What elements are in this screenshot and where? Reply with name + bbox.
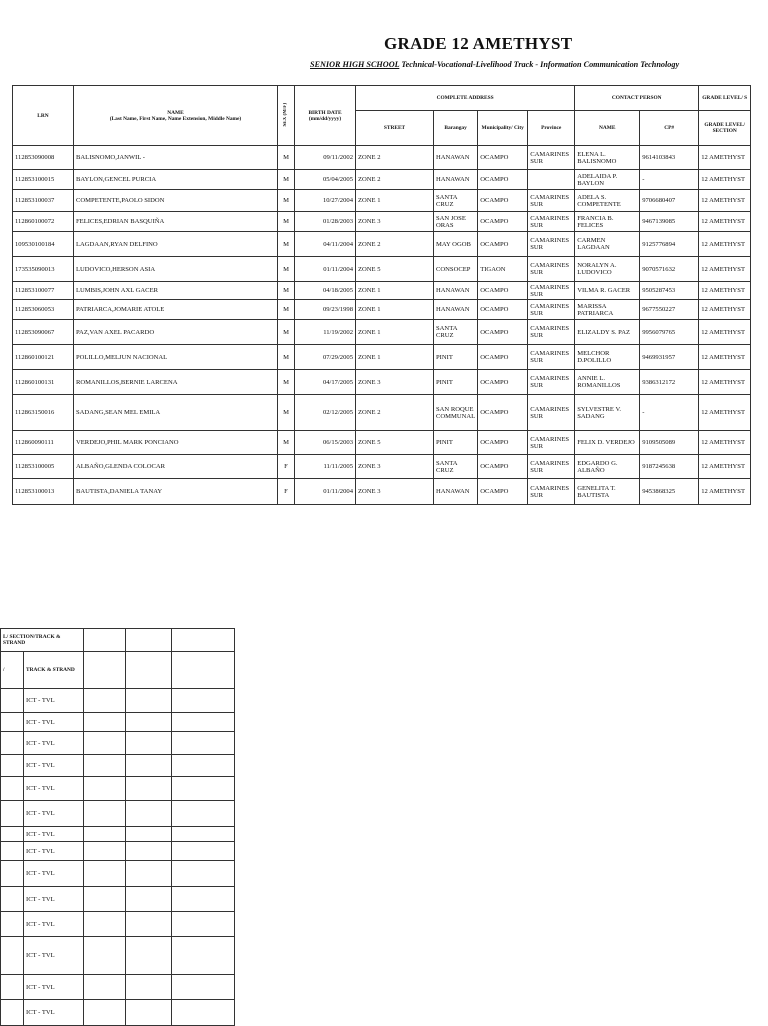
- cell-lrn: 112853100077: [13, 282, 74, 300]
- cell-street: ZONE 1: [356, 282, 434, 300]
- cell-birth: 05/04/2005: [295, 170, 356, 190]
- cell-empty: [172, 777, 235, 801]
- cell-lrn: 112853100037: [13, 190, 74, 212]
- cell-province: CAMARINES SUR: [528, 146, 575, 170]
- cell-empty: [126, 777, 172, 801]
- cell-empty: [1, 937, 24, 975]
- table-row: [13, 282, 751, 300]
- cell-birth: 06/15/2003: [295, 431, 356, 455]
- table-row: [1, 842, 235, 861]
- cell-province: CAMARINES SUR: [528, 455, 575, 479]
- cell-track: ICT - TVL: [24, 1000, 84, 1026]
- cell-lrn: 112853090008: [13, 146, 74, 170]
- cell-cp: 9677550227: [640, 300, 699, 320]
- cell-empty: [126, 1000, 172, 1026]
- cell-sex: F: [278, 455, 295, 479]
- table-row: [1, 1000, 235, 1026]
- cell-track: ICT - TVL: [24, 887, 84, 912]
- cell-cp: 9469931957: [640, 345, 699, 370]
- cell-empty: [126, 887, 172, 912]
- cell-province: CAMARINES SUR: [528, 370, 575, 395]
- lrn-header: LRN: [13, 86, 74, 146]
- cell-empty: [126, 713, 172, 732]
- cell-grade: 12 AMETHYST: [699, 146, 751, 170]
- name-header: NAME (Last Name, First Name, Name Extension, Middle Name): [74, 86, 278, 146]
- table-row: [1, 777, 235, 801]
- table-row: [13, 212, 751, 232]
- cp-header: CP#: [640, 111, 699, 146]
- cell-cp: 9706680407: [640, 190, 699, 212]
- cell-name: ROMANILLOS,BERNIE LARCENA: [74, 370, 278, 395]
- cell-birth: 04/18/2005: [295, 282, 356, 300]
- cell-grade: 12 AMETHYST: [699, 431, 751, 455]
- cell-sex: F: [278, 479, 295, 505]
- cell-province: CAMARINES SUR: [528, 257, 575, 282]
- table-row: [1, 732, 235, 755]
- cell-empty: [84, 777, 126, 801]
- cell-empty: [1, 827, 24, 842]
- cell-cp: -: [640, 170, 699, 190]
- cell-sex: M: [278, 146, 295, 170]
- cell-track: ICT - TVL: [24, 861, 84, 887]
- cell-street: ZONE 2: [356, 232, 434, 257]
- cell-name: COMPETENTE,PAOLO SIDON: [74, 190, 278, 212]
- cell-empty: [84, 887, 126, 912]
- cell-province: CAMARINES SUR: [528, 212, 575, 232]
- cell-grade: 12 AMETHYST: [699, 370, 751, 395]
- cell-empty: [84, 713, 126, 732]
- cell-sex: M: [278, 282, 295, 300]
- table-row: [13, 431, 751, 455]
- cell-empty: [126, 755, 172, 777]
- cell-sex: M: [278, 190, 295, 212]
- cell-empty: [84, 975, 126, 1000]
- cell-track: ICT - TVL: [24, 732, 84, 755]
- cell-empty: [1, 1000, 24, 1026]
- cell-empty: [84, 1000, 126, 1026]
- cell-street: ZONE 3: [356, 370, 434, 395]
- cell-name: BAYLON,GENCEL PURCIA: [74, 170, 278, 190]
- cell-name: BALISNOMO,JANWIL -: [74, 146, 278, 170]
- cell-empty: [1, 975, 24, 1000]
- cell-empty: [84, 689, 126, 713]
- table-row: [13, 320, 751, 345]
- cell-contact: FRANCIA B. FELICES: [575, 212, 640, 232]
- contact-person-header: CONTACT PERSON: [575, 86, 699, 111]
- barangay-header: Barangay: [434, 111, 478, 146]
- cell-name: POLILLO,MELJUN NACIONAL: [74, 345, 278, 370]
- cell-municipality: TIGAON: [478, 257, 528, 282]
- cell-empty: [1, 732, 24, 755]
- cell-empty: [126, 861, 172, 887]
- cell-track: ICT - TVL: [24, 689, 84, 713]
- table-row: [1, 801, 235, 827]
- cell-grade: 12 AMETHYST: [699, 170, 751, 190]
- table-row: [1, 755, 235, 777]
- cell-barangay: PINIT: [434, 345, 478, 370]
- cell-grade: 12 AMETHYST: [699, 300, 751, 320]
- cell-cp: 9956079765: [640, 320, 699, 345]
- cell-municipality: OCAMPO: [478, 170, 528, 190]
- cell-empty: [84, 755, 126, 777]
- cell-cp: 9125776894: [640, 232, 699, 257]
- cell-sex: M: [278, 395, 295, 431]
- cell-sex: M: [278, 431, 295, 455]
- cell-empty: [172, 732, 235, 755]
- cell-municipality: OCAMPO: [478, 282, 528, 300]
- table-row: [13, 370, 751, 395]
- cell-street: ZONE 1: [356, 345, 434, 370]
- cell-name: LAGDAAN,RYAN DELFINO: [74, 232, 278, 257]
- cell-birth: 01/28/2003: [295, 212, 356, 232]
- cell-birth: 11/11/2005: [295, 455, 356, 479]
- table-row: [13, 300, 751, 320]
- cell-lrn: 112853100005: [13, 455, 74, 479]
- cell-empty: [126, 975, 172, 1000]
- cell-empty: [84, 912, 126, 937]
- cell-cp: 9386312172: [640, 370, 699, 395]
- table-row: [13, 345, 751, 370]
- cell-barangay: SAN JOSE ORAS: [434, 212, 478, 232]
- cell-empty: [126, 842, 172, 861]
- cell-contact: ADELAIDA P. BAYLON: [575, 170, 640, 190]
- cell-sex: M: [278, 345, 295, 370]
- cell-lrn: 112853060053: [13, 300, 74, 320]
- table-row: [13, 257, 751, 282]
- cell-barangay: SANTA CRUZ: [434, 320, 478, 345]
- cell-name: LUDOVICO,HERSON ASIA: [74, 257, 278, 282]
- track-strand-table: [0, 628, 235, 1026]
- cell-empty: [172, 755, 235, 777]
- cell-sex: M: [278, 212, 295, 232]
- cell-barangay: SANTA CRUZ: [434, 455, 478, 479]
- subtitle-school: SENIOR HIGH SCHOOL: [310, 60, 400, 69]
- cell-province: [528, 170, 575, 190]
- cell-birth: 01/11/2004: [295, 479, 356, 505]
- cell-municipality: OCAMPO: [478, 395, 528, 431]
- cell-barangay: HANAWAN: [434, 479, 478, 505]
- table-row: [1, 713, 235, 732]
- table-row: [13, 479, 751, 505]
- cell-street: ZONE 1: [356, 320, 434, 345]
- cell-lrn: 112853100015: [13, 170, 74, 190]
- cell-empty: [172, 827, 235, 842]
- table-row: [13, 232, 751, 257]
- cell-contact: GENELITA T. BAUTISTA: [575, 479, 640, 505]
- cell-street: ZONE 2: [356, 395, 434, 431]
- cell-track: ICT - TVL: [24, 827, 84, 842]
- cell-birth: 02/12/2005: [295, 395, 356, 431]
- cell-province: CAMARINES SUR: [528, 345, 575, 370]
- cell-grade: 12 AMETHYST: [699, 190, 751, 212]
- cell-contact: NORALYN A. LUDOVICO: [575, 257, 640, 282]
- subtitle-track: Technical-Vocational-Livelihood Track - Information Communication Technology: [399, 60, 680, 69]
- cell-sex: M: [278, 170, 295, 190]
- cell-lrn: 109530100184: [13, 232, 74, 257]
- cell-empty: [1, 689, 24, 713]
- cell-lrn: 112860100131: [13, 370, 74, 395]
- cell-birth: 09/11/2002: [295, 146, 356, 170]
- cell-street: ZONE 5: [356, 257, 434, 282]
- cell-contact: MARISSA PATRIARCA: [575, 300, 640, 320]
- cell-empty: [172, 713, 235, 732]
- cell-name: BAUTISTA,DANIELA TANAY: [74, 479, 278, 505]
- table-row: [1, 912, 235, 937]
- grade-section-header: GRADE LEVEL/ SECTION: [699, 111, 751, 146]
- cell-municipality: OCAMPO: [478, 146, 528, 170]
- cell-track: ICT - TVL: [24, 842, 84, 861]
- cell-municipality: OCAMPO: [478, 232, 528, 257]
- cell-lrn: 112860100072: [13, 212, 74, 232]
- table-row: [13, 395, 751, 431]
- cell-grade: 12 AMETHYST: [699, 345, 751, 370]
- cell-cp: 9187245638: [640, 455, 699, 479]
- cell-empty: [126, 912, 172, 937]
- cell-empty: [172, 1000, 235, 1026]
- municipality-header: Municipality/ City: [478, 111, 528, 146]
- sex-header: SEX (M/F): [278, 86, 295, 146]
- cell-sex: M: [278, 320, 295, 345]
- lower-header-top: L/ SECTION/TRACK & STRAND: [1, 629, 84, 652]
- cell-contact: ELENA L. BALISNOMO: [575, 146, 640, 170]
- cell-lrn: 112863150016: [13, 395, 74, 431]
- cell-sex: M: [278, 232, 295, 257]
- cell-empty: [172, 801, 235, 827]
- cell-contact: FELIX D. VERDEJO: [575, 431, 640, 455]
- cell-empty: [172, 887, 235, 912]
- page-subtitle: [310, 60, 679, 69]
- cell-grade: 12 AMETHYST: [699, 479, 751, 505]
- cell-grade: 12 AMETHYST: [699, 282, 751, 300]
- cell-birth: 09/23/1998: [295, 300, 356, 320]
- cell-grade: 12 AMETHYST: [699, 232, 751, 257]
- cell-birth: 01/11/2004: [295, 257, 356, 282]
- cell-empty: [126, 937, 172, 975]
- cell-empty: [1, 801, 24, 827]
- cell-contact: SYLVESTRE V. SADANG: [575, 395, 640, 431]
- cell-name: PAZ,VAN AXEL PACARDO: [74, 320, 278, 345]
- cell-barangay: HANAWAN: [434, 300, 478, 320]
- cell-empty: [126, 732, 172, 755]
- cell-name: LUMBIS,JOHN AXL GACER: [74, 282, 278, 300]
- table-row: [1, 861, 235, 887]
- cell-name: SADANG,SEAN MEL EMILA: [74, 395, 278, 431]
- cell-province: CAMARINES SUR: [528, 431, 575, 455]
- cell-lrn: 112853090067: [13, 320, 74, 345]
- cell-province: CAMARINES SUR: [528, 282, 575, 300]
- table-row: [13, 190, 751, 212]
- cell-cp: 9109505089: [640, 431, 699, 455]
- cell-municipality: OCAMPO: [478, 370, 528, 395]
- table-row: [1, 937, 235, 975]
- cell-empty: [1, 777, 24, 801]
- page-title: GRADE 12 AMETHYST: [384, 34, 573, 53]
- cell-empty: [172, 689, 235, 713]
- cell-contact: ADELA S. COMPETENTE: [575, 190, 640, 212]
- contact-name-header: NAME: [575, 111, 640, 146]
- cell-empty: [84, 801, 126, 827]
- cell-municipality: OCAMPO: [478, 300, 528, 320]
- cell-grade: 12 AMETHYST: [699, 320, 751, 345]
- cell-municipality: OCAMPO: [478, 345, 528, 370]
- table-row: [13, 146, 751, 170]
- student-roster-table: [12, 85, 751, 505]
- cell-empty: [172, 842, 235, 861]
- cell-municipality: OCAMPO: [478, 212, 528, 232]
- cell-birth: 04/11/2004: [295, 232, 356, 257]
- cell-province: CAMARINES SUR: [528, 320, 575, 345]
- cell-lrn: 112860100121: [13, 345, 74, 370]
- cell-empty: [126, 689, 172, 713]
- cell-contact: CARMEN LAGDAAN: [575, 232, 640, 257]
- cell-cp: 9505287453: [640, 282, 699, 300]
- cell-province: CAMARINES SUR: [528, 395, 575, 431]
- cell-barangay: MAY OGOB: [434, 232, 478, 257]
- cell-municipality: OCAMPO: [478, 190, 528, 212]
- cell-cp: 9614103843: [640, 146, 699, 170]
- cell-street: ZONE 3: [356, 212, 434, 232]
- street-header: STREET: [356, 111, 434, 146]
- cell-track: ICT - TVL: [24, 975, 84, 1000]
- cell-empty: [172, 912, 235, 937]
- cell-empty: [1, 861, 24, 887]
- cell-municipality: OCAMPO: [478, 320, 528, 345]
- cell-barangay: PINIT: [434, 370, 478, 395]
- table-row: [13, 455, 751, 479]
- cell-empty: [1, 887, 24, 912]
- cell-barangay: HANAWAN: [434, 282, 478, 300]
- table-row: [1, 975, 235, 1000]
- cell-birth: 10/27/2004: [295, 190, 356, 212]
- cell-empty: [126, 827, 172, 842]
- cell-street: ZONE 3: [356, 455, 434, 479]
- cell-sex: M: [278, 370, 295, 395]
- cell-grade: 12 AMETHYST: [699, 257, 751, 282]
- cell-barangay: HANAWAN: [434, 170, 478, 190]
- cell-barangay: CONSOCEP: [434, 257, 478, 282]
- cell-track: ICT - TVL: [24, 713, 84, 732]
- cell-street: ZONE 3: [356, 479, 434, 505]
- cell-birth: 07/29/2005: [295, 345, 356, 370]
- cell-barangay: SANTA CRUZ: [434, 190, 478, 212]
- cell-lrn: 112860090111: [13, 431, 74, 455]
- cell-street: ZONE 5: [356, 431, 434, 455]
- cell-street: ZONE 1: [356, 300, 434, 320]
- cell-barangay: HANAWAN: [434, 146, 478, 170]
- cell-track: ICT - TVL: [24, 755, 84, 777]
- cell-empty: [84, 842, 126, 861]
- cell-name: ALBAÑO,GLENDA COLOCAR: [74, 455, 278, 479]
- cell-street: ZONE 2: [356, 170, 434, 190]
- cell-contact: ELIZALDY S. PAZ: [575, 320, 640, 345]
- lower-header-track: TRACK & STRAND: [24, 652, 84, 689]
- table-row: [1, 827, 235, 842]
- cell-grade: 12 AMETHYST: [699, 455, 751, 479]
- cell-cp: -: [640, 395, 699, 431]
- cell-track: ICT - TVL: [24, 937, 84, 975]
- cell-empty: [1, 713, 24, 732]
- cell-track: ICT - TVL: [24, 912, 84, 937]
- cell-empty: [172, 975, 235, 1000]
- cell-empty: [126, 801, 172, 827]
- grade-level-header: GRADE LEVEL/ S: [699, 86, 751, 111]
- lower-header-stub: /: [1, 652, 24, 689]
- cell-barangay: SAN ROQUE COMMUNAL: [434, 395, 478, 431]
- complete-address-header: COMPLETE ADDRESS: [356, 86, 575, 111]
- cell-birth: 11/19/2002: [295, 320, 356, 345]
- province-header: Province: [528, 111, 575, 146]
- birth-date-header: BIRTH DATE (mm/dd/yyyy): [295, 86, 356, 146]
- cell-empty: [172, 937, 235, 975]
- cell-cp: 9453868325: [640, 479, 699, 505]
- cell-empty: [84, 861, 126, 887]
- cell-province: CAMARINES SUR: [528, 479, 575, 505]
- cell-empty: [84, 732, 126, 755]
- cell-province: CAMARINES SUR: [528, 300, 575, 320]
- cell-grade: 12 AMETHYST: [699, 212, 751, 232]
- table-row: [13, 170, 751, 190]
- cell-name: PATRIARCA,JOMARIE ATOLE: [74, 300, 278, 320]
- cell-track: ICT - TVL: [24, 801, 84, 827]
- cell-empty: [1, 842, 24, 861]
- cell-sex: M: [278, 257, 295, 282]
- table-row: [1, 887, 235, 912]
- cell-empty: [172, 861, 235, 887]
- cell-sex: M: [278, 300, 295, 320]
- table-row: [1, 689, 235, 713]
- cell-cp: 9070571632: [640, 257, 699, 282]
- cell-empty: [1, 912, 24, 937]
- cell-contact: ANNIE L. ROMANILLOS: [575, 370, 640, 395]
- cell-contact: EDGARDO G. ALBAÑO: [575, 455, 640, 479]
- cell-grade: 12 AMETHYST: [699, 395, 751, 431]
- cell-province: CAMARINES SUR: [528, 190, 575, 212]
- cell-lrn: 173535090013: [13, 257, 74, 282]
- cell-municipality: OCAMPO: [478, 455, 528, 479]
- cell-empty: [84, 827, 126, 842]
- cell-track: ICT - TVL: [24, 777, 84, 801]
- cell-municipality: OCAMPO: [478, 431, 528, 455]
- cell-contact: MELCHOR D.POLILLO: [575, 345, 640, 370]
- cell-empty: [1, 755, 24, 777]
- cell-lrn: 112853100013: [13, 479, 74, 505]
- cell-street: ZONE 1: [356, 190, 434, 212]
- cell-empty: [84, 937, 126, 975]
- cell-cp: 9467139085: [640, 212, 699, 232]
- cell-name: FELICES,EDRIAN BASQUIÑA: [74, 212, 278, 232]
- cell-street: ZONE 2: [356, 146, 434, 170]
- cell-municipality: OCAMPO: [478, 479, 528, 505]
- cell-contact: VILMA R. GACER: [575, 282, 640, 300]
- cell-province: CAMARINES SUR: [528, 232, 575, 257]
- cell-barangay: PINIT: [434, 431, 478, 455]
- cell-birth: 04/17/2005: [295, 370, 356, 395]
- cell-name: VERDEJO,PHIL MARK PONCIANO: [74, 431, 278, 455]
